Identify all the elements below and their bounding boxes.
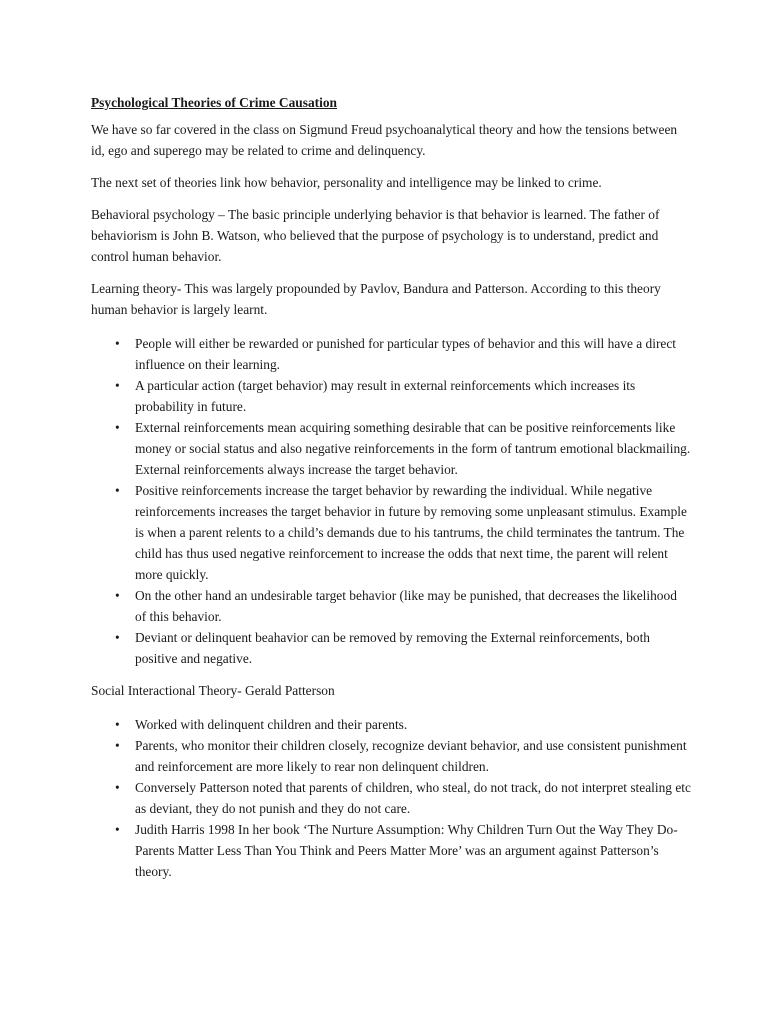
bullet-icon: • [115, 717, 120, 732]
bullet-icon: • [115, 738, 120, 753]
bullet-icon: • [115, 336, 120, 351]
list-item [91, 627, 691, 669]
list-item-text: External reinforcements mean acquiring something desirable that can be positive reinforcements like money or social status and also negative reinforcements in the form of tantrum emotional blackmailing. External reinforcements always increase the target behavior. [135, 420, 691, 477]
paragraph-intro: We have so far covered in the class on Sigmund Freud psychoanalytical theory and how the tensions between id, ego and superego may be related to crime and delinquency. [91, 122, 678, 158]
list-item [91, 375, 691, 417]
bullet-icon: • [115, 630, 120, 645]
social-interactional-heading: Social Interactional Theory- Gerald Patterson [91, 683, 335, 698]
list-item [91, 585, 691, 627]
bullet-icon: • [115, 483, 120, 498]
list-item-text: Deviant or delinquent beahavior can be removed by removing the External reinforcements, both positive and negative. [135, 630, 650, 666]
list-item-text: On the other hand an undesirable target behavior (like may be punished, that decreases the likelihood of this behavior. [135, 588, 677, 624]
list-item [91, 333, 691, 375]
paragraph-learning-theory: Learning theory- This was largely propounded by Pavlov, Bandura and Patterson. According to this theory human behavior is largely learnt. [91, 281, 661, 317]
list-item [91, 819, 691, 882]
list-item-text: Judith Harris 1998 In her book ‘The Nurture Assumption: Why Children Turn Out the Way They Do- Parents Matter Less Than You Think and Peers Matter More’ was an argument against Patterson’s theory. [135, 822, 678, 879]
paragraph-behavioral-psychology: Behavioral psychology – The basic principle underlying behavior is that behavior is learned. The father of behaviorism is John B. Watson, who believed that the purpose of psychology is to understand, predict and control human behavior. [91, 207, 660, 264]
social-theory-bullet-list [91, 714, 691, 882]
document-page [91, 92, 691, 893]
list-item-text: Parents, who monitor their children closely, recognize deviant behavior, and use consistent punishment and reinforcement are more likely to rear non delinquent children. [135, 738, 687, 774]
bullet-icon: • [115, 588, 120, 603]
list-item-text: Worked with delinquent children and their parents. [135, 717, 408, 732]
bullet-icon: • [115, 822, 120, 837]
list-item [91, 777, 691, 819]
document-title: Psychological Theories of Crime Causation [91, 95, 337, 110]
paragraph-next-theories: The next set of theories link how behavior, personality and intelligence may be linked to crime. [91, 175, 602, 190]
list-item [91, 480, 691, 585]
list-item-text: Positive reinforcements increase the target behavior by rewarding the individual. While negative reinforcements increases the target behavior in future by removing some unpleasant stimulus. Example is when a parent relents to a child’s demands due to his tantrums, the child terminates the tantrum. The child has thus used negative reinforcement to increase the odds that next time, the parent will relent more quickly. [135, 483, 687, 582]
list-item [91, 417, 691, 480]
list-item-text: A particular action (target behavior) may result in external reinforcements which increases its probability in future. [135, 378, 636, 414]
bullet-icon: • [115, 420, 120, 435]
learning-theory-bullet-list [91, 333, 691, 669]
bullet-icon: • [115, 780, 120, 795]
list-item [91, 714, 691, 735]
bullet-icon: • [115, 378, 120, 393]
list-item [91, 735, 691, 777]
list-item-text: People will either be rewarded or punished for particular types of behavior and this will have a direct influence on their learning. [135, 336, 677, 372]
list-item-text: Conversely Patterson noted that parents of children, who steal, do not track, do not interpret stealing etc as deviant, they do not punish and they do not care. [135, 780, 691, 816]
